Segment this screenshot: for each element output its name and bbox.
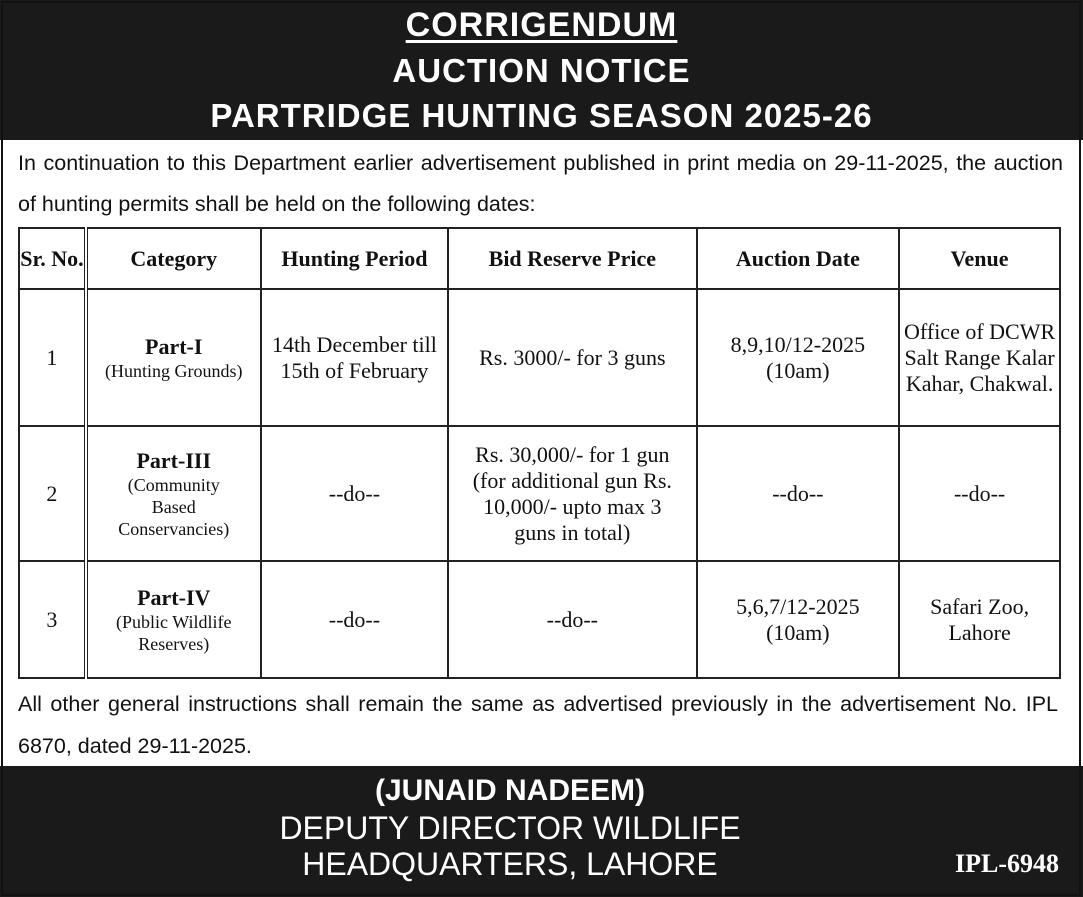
category-name: Part-I: [145, 333, 203, 359]
notice-subtitle: AUCTION NOTICE: [392, 52, 691, 89]
header-price: Bid Reserve Price: [448, 228, 696, 289]
period-cell: --do--: [261, 561, 448, 678]
price-cell: Rs. 3000/- for 3 guns: [448, 289, 696, 426]
header-date: Auction Date: [697, 228, 900, 289]
header-period: Hunting Period: [261, 228, 448, 289]
outro-paragraph: All other general instructions shall remain the same as advertised previously in the advertisement No. IPL 6870, dated 29-11-2025.: [18, 692, 1058, 758]
period-cell: --do--: [261, 426, 448, 561]
ipl-reference: IPL-6948: [955, 849, 1059, 878]
intro-paragraph: In continuation to this Department earlier advertisement published in print media on 29-11-2025, the auction of hunting permits shall be held on the following dates:: [18, 151, 1063, 216]
category-sub: (Hunting Grounds): [105, 360, 243, 381]
header-category: Category: [86, 228, 261, 289]
sr-cell: 2: [19, 426, 86, 561]
signatory-office: HEADQUARTERS, LAHORE: [302, 846, 718, 882]
date-cell: --do--: [697, 426, 900, 561]
category-name: Part-III: [136, 447, 212, 473]
venue-cell: --do--: [899, 426, 1060, 561]
sr-cell: 1: [19, 289, 86, 426]
category-sub: (Public Wildlife Reserves): [116, 611, 232, 654]
notice-title: CORRIGENDUM: [405, 6, 678, 44]
price-cell: --do--: [448, 561, 696, 678]
notice-border: [1, 1, 1081, 896]
price-cell: Rs. 30,000/- for 1 gun (for additional gun Rs. 10,000/- upto max 3 guns in total): [448, 426, 696, 561]
notice-heading: PARTRIDGE HUNTING SEASON 2025-26: [210, 97, 873, 134]
category-sub: (Community Based Conservancies): [118, 474, 230, 539]
signatory-designation: DEPUTY DIRECTOR WILDLIFE: [279, 810, 741, 846]
header-sr: Sr. No.: [19, 228, 86, 289]
signatory-name: (JUNAID NADEEM): [375, 774, 645, 807]
venue-cell: Safari Zoo, Lahore: [899, 561, 1060, 678]
category-name: Part-IV: [137, 584, 211, 610]
date-cell: 5,6,7/12-2025 (10am): [697, 561, 900, 678]
sr-cell: 3: [19, 561, 86, 678]
header-venue: Venue: [899, 228, 1060, 289]
venue-cell: Office of DCWR Salt Range Kalar Kahar, Chakwal.: [899, 289, 1060, 426]
period-cell: 14th December till 15th of February: [261, 289, 448, 426]
date-cell: 8,9,10/12-2025 (10am): [697, 289, 900, 426]
